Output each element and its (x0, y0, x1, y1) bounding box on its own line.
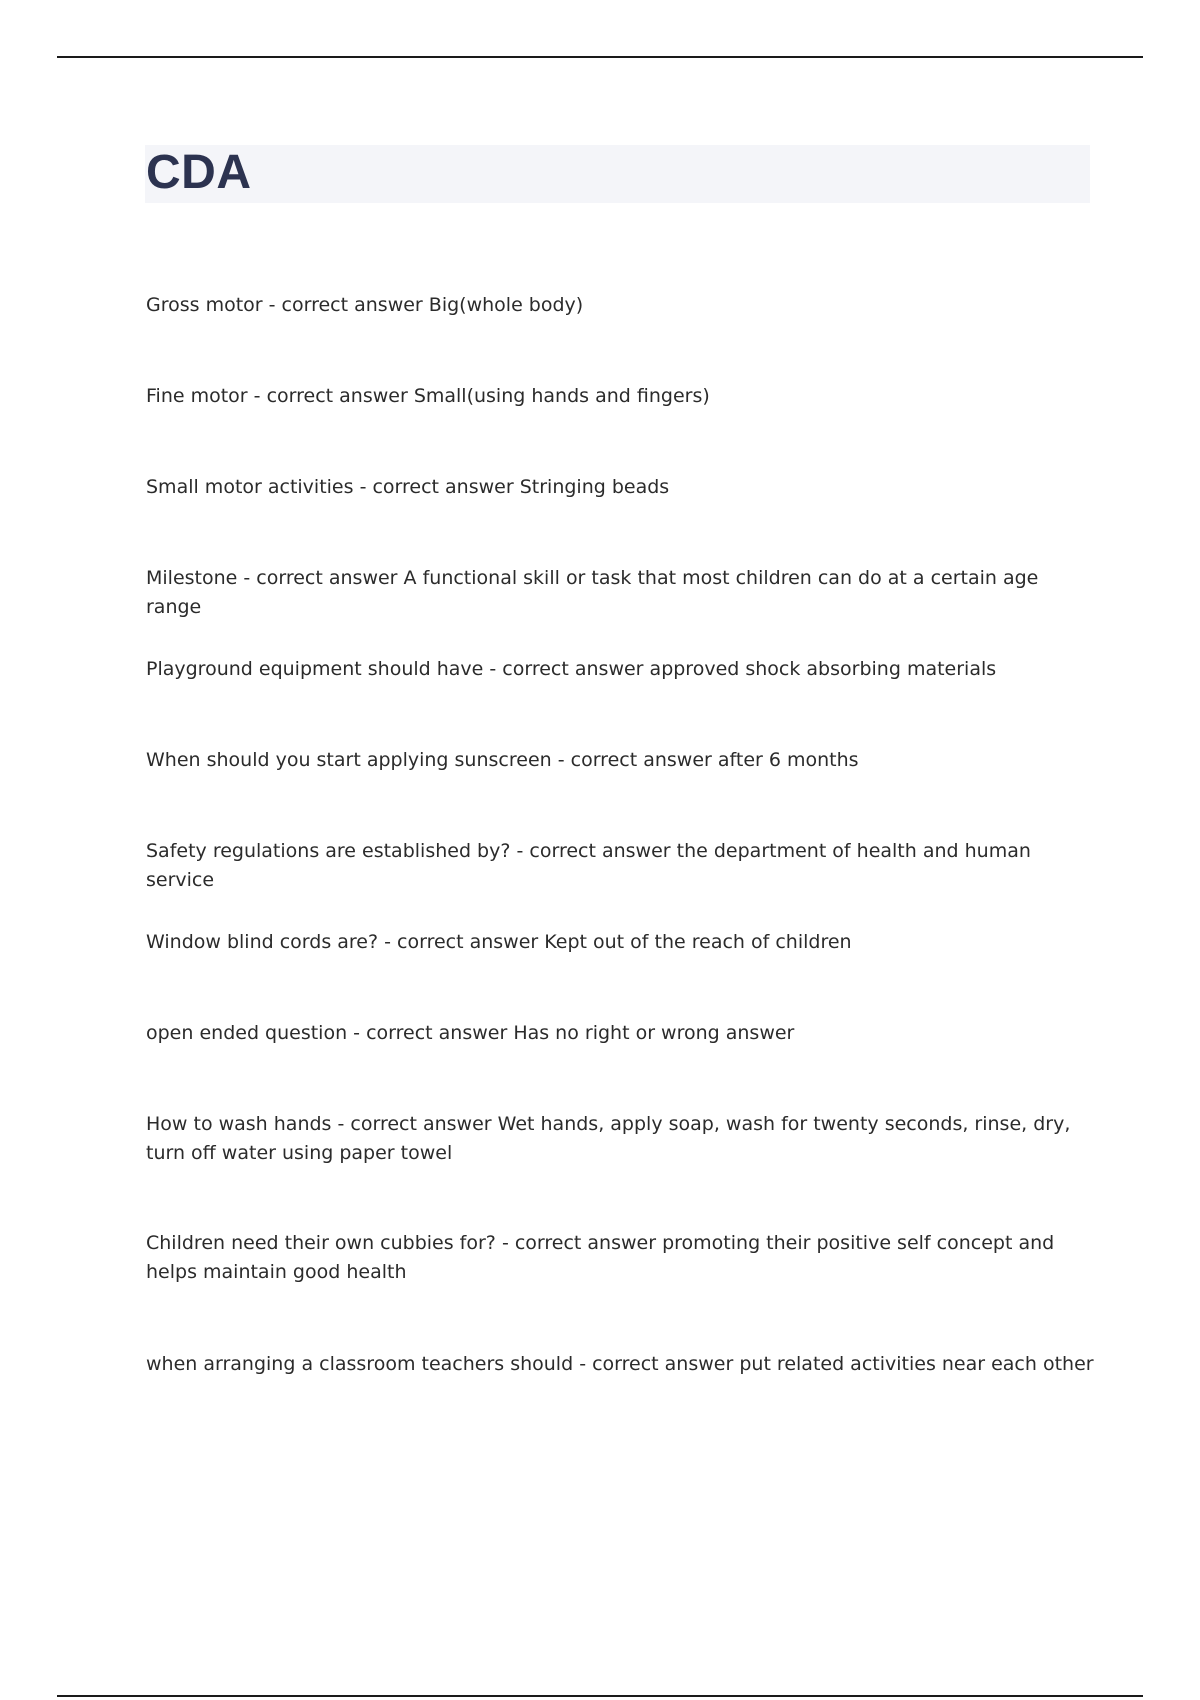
qa-item (146, 1229, 1096, 1287)
qa-item (146, 291, 1096, 320)
qa-answer-prefix: correct answer (514, 1232, 657, 1254)
qa-separator: - (353, 476, 373, 498)
qa-separator: - (247, 385, 267, 407)
qa-question: Window blind cords are? (146, 931, 379, 953)
qa-separator: - (331, 1113, 351, 1135)
qa-answer: A functional skill or task that most children can do at a certain age range (146, 567, 1039, 618)
page-title: CDA (146, 146, 252, 199)
qa-question: Milestone (146, 567, 238, 589)
qa-separator: - (551, 749, 571, 771)
qa-item (146, 473, 1096, 502)
qa-item (146, 1110, 1096, 1168)
qa-answer: Big(whole body) (428, 294, 584, 316)
qa-answer-prefix: correct answer (372, 476, 514, 498)
qa-question: when arranging a classroom teachers should (146, 1353, 574, 1375)
qa-separator: - (262, 294, 282, 316)
qa-separator: - (237, 567, 257, 589)
qa-answer: Kept out of the reach of children (544, 931, 852, 953)
qa-answer-prefix: correct answer (266, 385, 408, 407)
qa-separator: - (495, 1232, 515, 1254)
qa-item (146, 655, 1096, 684)
qa-answer-prefix: correct answer (397, 931, 539, 953)
qa-answer-prefix: correct answer (529, 840, 671, 862)
qa-separator: - (347, 1022, 367, 1044)
qa-item (146, 837, 1096, 895)
qa-item (146, 1019, 1096, 1048)
qa-separator: - (573, 1353, 593, 1375)
qa-answer-prefix: correct answer (592, 1353, 734, 1375)
qa-answer-prefix: correct answer (366, 1022, 508, 1044)
qa-question: Gross motor (146, 294, 263, 316)
qa-answer-prefix: correct answer (281, 294, 423, 316)
qa-question: Small motor activities (146, 476, 354, 498)
qa-answer: promoting their positive self concept and helps maintain good health (146, 1232, 1055, 1283)
qa-answer-prefix: correct answer (350, 1113, 492, 1135)
qa-answer: approved shock absorbing materials (649, 658, 997, 680)
qa-separator: - (510, 840, 530, 862)
title-band (145, 145, 1090, 203)
qa-answer: Small(using hands and fingers) (413, 385, 710, 407)
qa-answer: after 6 months (717, 749, 859, 771)
qa-question: open ended question (146, 1022, 348, 1044)
qa-item (146, 564, 1096, 622)
qa-answer-prefix: correct answer (502, 658, 644, 680)
qa-question: Playground equipment should have (146, 658, 484, 680)
qa-question: When should you start applying sunscreen (146, 749, 552, 771)
qa-answer-prefix: correct answer (256, 567, 398, 589)
qa-item (146, 382, 1096, 411)
qa-answer: put related activities near each other (739, 1353, 1094, 1375)
qa-answer: the department of health and human service (146, 840, 1031, 891)
qa-question: Safety regulations are established by? (146, 840, 511, 862)
qa-question: How to wash hands (146, 1113, 332, 1135)
qa-item (146, 1350, 1096, 1379)
qa-separator: - (378, 931, 398, 953)
qa-question: Fine motor (146, 385, 248, 407)
bottom-rule (57, 1695, 1143, 1697)
qa-question: Children need their own cubbies for? (146, 1232, 496, 1254)
qa-answer: Has no right or wrong answer (513, 1022, 795, 1044)
qa-item (146, 746, 1096, 775)
qa-item (146, 928, 1096, 957)
qa-answer: Stringing beads (519, 476, 670, 498)
qa-answer-prefix: correct answer (570, 749, 712, 771)
qa-separator: - (483, 658, 503, 680)
qa-answer: Wet hands, apply soap, wash for twenty seconds, rinse, dry, turn off water using paper towel (146, 1113, 1071, 1164)
top-rule (57, 56, 1143, 58)
